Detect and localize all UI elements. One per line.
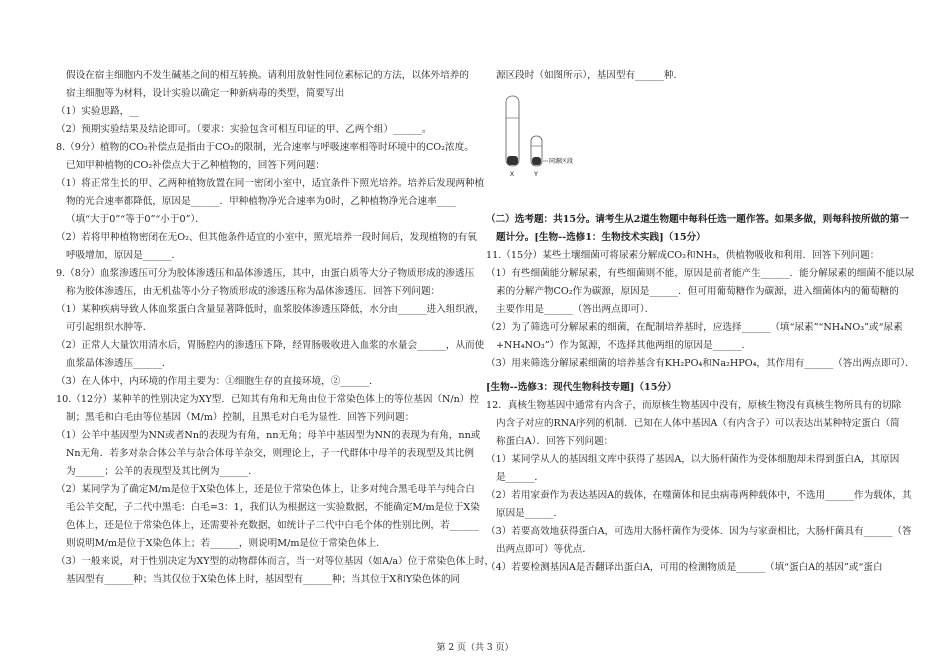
label-region: 同源区段 [549, 159, 574, 165]
page-footer: 第 2 页（共 3 页） [436, 643, 514, 653]
right-text-line: （二）选考题：共15分。请考生从2道生物题中每科任选一题作答。如果多做，则每科按所做的第一 [486, 214, 909, 225]
left-text-line: 宿主细胞等为材料，设计实验以确定一种新病毒的类型，简要写出 [66, 88, 345, 99]
left-text-line: 则说明M/m是位于X染色体上；若______，则说明M/m是位于常染色体上． [66, 538, 386, 549]
right-text-line: （2）为了筛选可分解尿素的细菌，在配制培养基时，应选择______（填“尿素”“NH₄NO₃”或“尿素 [486, 322, 903, 333]
left-text-line: （1）实验思路，__ [56, 106, 139, 117]
left-text-line: （1）将正常生长的甲、乙两种植物放置在同一密闭小室中，适宜条件下照光培养。培养后发现两种植 [56, 178, 485, 189]
left-text-line: （3）一般来说，对于性别决定为XY型的动物群体而言，当一对等位基因（如A/a）位于常染色体上时， [56, 556, 495, 567]
right-text-line: （3）若要高效地获得蛋白A，可选用大肠杆菌作为受体．因为与家蚕相比，大肠杆菌具有______（答 [486, 526, 912, 537]
right-text-line: 内含子对应的RNA序列的机制．已知在人体中基因A（有内含子）可以表达出某种特定蛋白（简 [496, 418, 900, 429]
right-text-line: （4）若要检测基因A是否翻译出蛋白A，可用的检测物质是______（填“蛋白A的基因”或“蛋白 [486, 562, 883, 573]
right-text-line: 原因是______． [496, 508, 564, 519]
left-text-line: （1）某种疾病导致人体血浆蛋白含量显著降低时，血浆胶体渗透压降低，水分由______进入组织液， [56, 304, 485, 315]
left-text-line: （填“大于0”“等于0”“小于0”）． [66, 214, 205, 225]
left-text-line: 可引起组织水肿等． [66, 322, 153, 333]
label-y: Y [534, 172, 539, 178]
right-text-line: 称蛋白A）．回答下列问题： [496, 436, 614, 447]
left-text-line: （2）若将甲种植物密闭在无O₂、但其他条件适宜的小室中，照光培养一段时间后，发现植物的有氧 [56, 232, 477, 243]
right-text-line: （2）若用家蚕作为表达基因A的载体，在噬菌体和昆虫病毒两种载体中，不选用______作为载体，其 [486, 490, 912, 501]
x-chromosome [506, 96, 519, 166]
right-text-line: +NH₄NO₃”）作为氮源，不选择其他两组的原因是______． [496, 340, 752, 351]
left-text-line: 为______；公羊的表现型及其比例为______． [66, 466, 258, 477]
left-text-line: Nn无角．若多对杂合体公羊与杂合体母羊杂交，则理论上，子一代群体中母羊的表现型及其比例 [66, 448, 474, 459]
left-text-line: 称为胶体渗透压，由无机盐等小分子物质形成的渗透压称为晶体渗透压．回答下列问题： [66, 286, 441, 297]
left-text-line: 假设在宿主细胞内不发生碱基之间的相互转换。请利用放射性同位素标记的方法，以体外培养的 [66, 70, 469, 81]
left-text-line: 基因型有______种；当其仅位于X染色体上时，基因型有______种；当其位于X和Y染色体的同 [66, 574, 461, 585]
left-text-line: 血浆晶体渗透压______． [66, 358, 172, 369]
chromosome-figure [500, 94, 580, 184]
left-text-line: （1）公羊中基因型为NN或者Nn的表现为有角，nn无角；母羊中基因型为NN的表现为有角，nn或 [56, 430, 481, 441]
left-text-line: 9.（8分）血浆渗透压可分为胶体渗透压和晶体渗透压，其中，由蛋白质等大分子物质形成的渗透压 [56, 268, 475, 279]
label-x: X [510, 172, 515, 178]
right-text-line: 是______． [496, 472, 544, 483]
right-text-line: 11.（15分）某些土壤细菌可将尿素分解成CO₂和NH₃，供植物吸收和利用．回答下列问题： [486, 250, 880, 261]
right-text-line: 12．真核生物基因中通常有内含子，而原核生物基因中没有，原核生物没有真核生物所具有的切除 [486, 400, 902, 411]
left-text-line: 物的光合速率都降低，原因是______．甲种植物净光合速率为0时，乙种植物净光合速率____ [66, 196, 456, 207]
left-text-line: 色体上，还是位于常染色体上，还需要补充数据，如统计子二代中白毛个体的性别比例，若______ [66, 520, 479, 531]
left-text-line: 制；黑毛和白毛由等位基因（M/m）控制，且黑毛对白毛为显性．回答下列问题： [66, 412, 415, 423]
right-text-line: （3）用来筛选分解尿素细菌的培养基含有KH₂PO₄和Na₂HPO₄，其作用有______（答出两点即可）． [486, 358, 915, 369]
right-text-line: 主要作用是______（答出两点即可）． [496, 304, 655, 315]
left-text-line: （3）在人体中，内环境的作用主要为：①细胞生存的直接环境，②______． [56, 376, 379, 387]
right-text-line: 源区段时（如图所示），基因型有______种． [496, 70, 684, 81]
right-text-line: 出两点即可）等优点． [496, 544, 592, 555]
left-text-line: 已知甲种植物的CO₂补偿点大于乙种植物的，回答下列问题： [66, 160, 325, 171]
left-text-line: 10.（12分）某种羊的性别决定为XY型．已知其有角和无角由位于常染色体上的等位基因（N/n）控 [56, 394, 479, 405]
right-text-line: （1）有些细菌能分解尿素，有些细菌则不能，原因是前者能产生______．能分解尿素的细菌不能以尿 [486, 268, 915, 279]
left-text-line: （2）某同学为了确定M/m是位于X染色体上，还是位于常染色体上，让多对纯合黑毛母羊与纯合白 [56, 484, 475, 495]
right-text-line: [生物--选修3：现代生物科技专题]（15分） [486, 382, 677, 393]
left-text-line: 毛公羊交配，子二代中黑毛：白毛=3：1，我们认为根据这一实验数据，不能确定M/m是位于X染 [66, 502, 480, 513]
right-text-line: 题计分。[生物--选修1：生物技术实践]（15分） [496, 232, 706, 243]
left-text-line: 呼吸增加，原因是______． [66, 250, 182, 261]
right-text-line: 素的分解产物CO₂作为碳源，原因是______．但可用葡萄糖作为碳源，进入细菌体内的葡萄糖的 [496, 286, 899, 297]
right-text-line: （1）某同学从人的基因组文库中获得了基因A，以大肠杆菌作为受体细胞却未得到蛋白A，其原因 [486, 454, 900, 465]
left-text-line: （2）正常人大量饮用清水后，胃肠腔内的渗透压下降，经胃肠吸收进入血浆的水量会______，从而使 [56, 340, 485, 351]
left-text-line: （2）预期实验结果及结论即可。（要求：实验包含可相互印证的甲、乙两个组）______。 [56, 124, 432, 135]
left-text-line: 8.（9分）植物的CO₂补偿点是指由于CO₂的限制，光合速率与呼吸速率相等时环境中的CO₂浓度。 [56, 142, 474, 153]
